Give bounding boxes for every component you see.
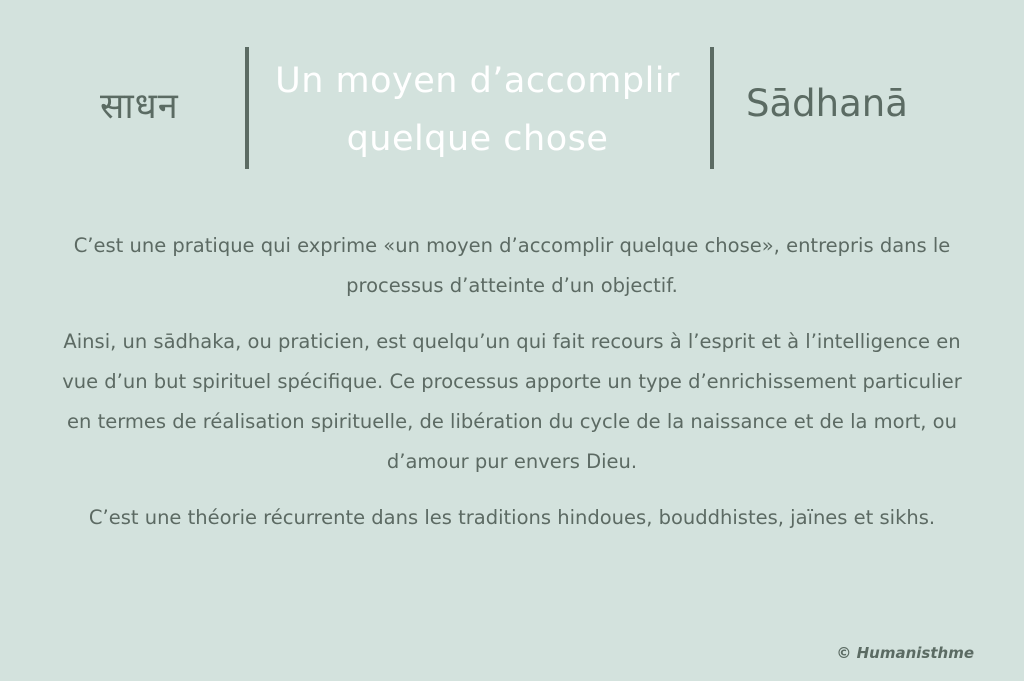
left-divider <box>245 47 249 169</box>
paragraph-2: Ainsi, un sādhaka, ou praticien, est quelqu’un qui fait recours à l’esprit et à l’intelligence en vue d’un but spirituel spécifique. Ce processus apporte un type d’enrichissement particulier en termes de réalisation spirituelle, de libération du cycle de la naissance et de la mort, ou d’amour pur envers Dieu. <box>62 330 962 473</box>
term-meaning: Un moyen d’accomplir quelque chose <box>275 61 680 159</box>
definition-body <box>60 226 964 554</box>
paragraph-1: C’est une pratique qui exprime «un moyen d’accomplir quelque chose», entrepris dans le processus d’atteinte d’un objectif. <box>73 234 951 297</box>
copyright-credit: © Humanisthme <box>836 644 974 662</box>
transliteration: Sādhanā <box>746 82 908 125</box>
header <box>0 0 1024 190</box>
paragraph-3: C’est une théorie récurrente dans les traditions hindoues, bouddhistes, jaïnes et sikhs. <box>88 506 936 529</box>
right-divider <box>710 47 714 169</box>
sanskrit-term: साधन <box>100 86 179 127</box>
